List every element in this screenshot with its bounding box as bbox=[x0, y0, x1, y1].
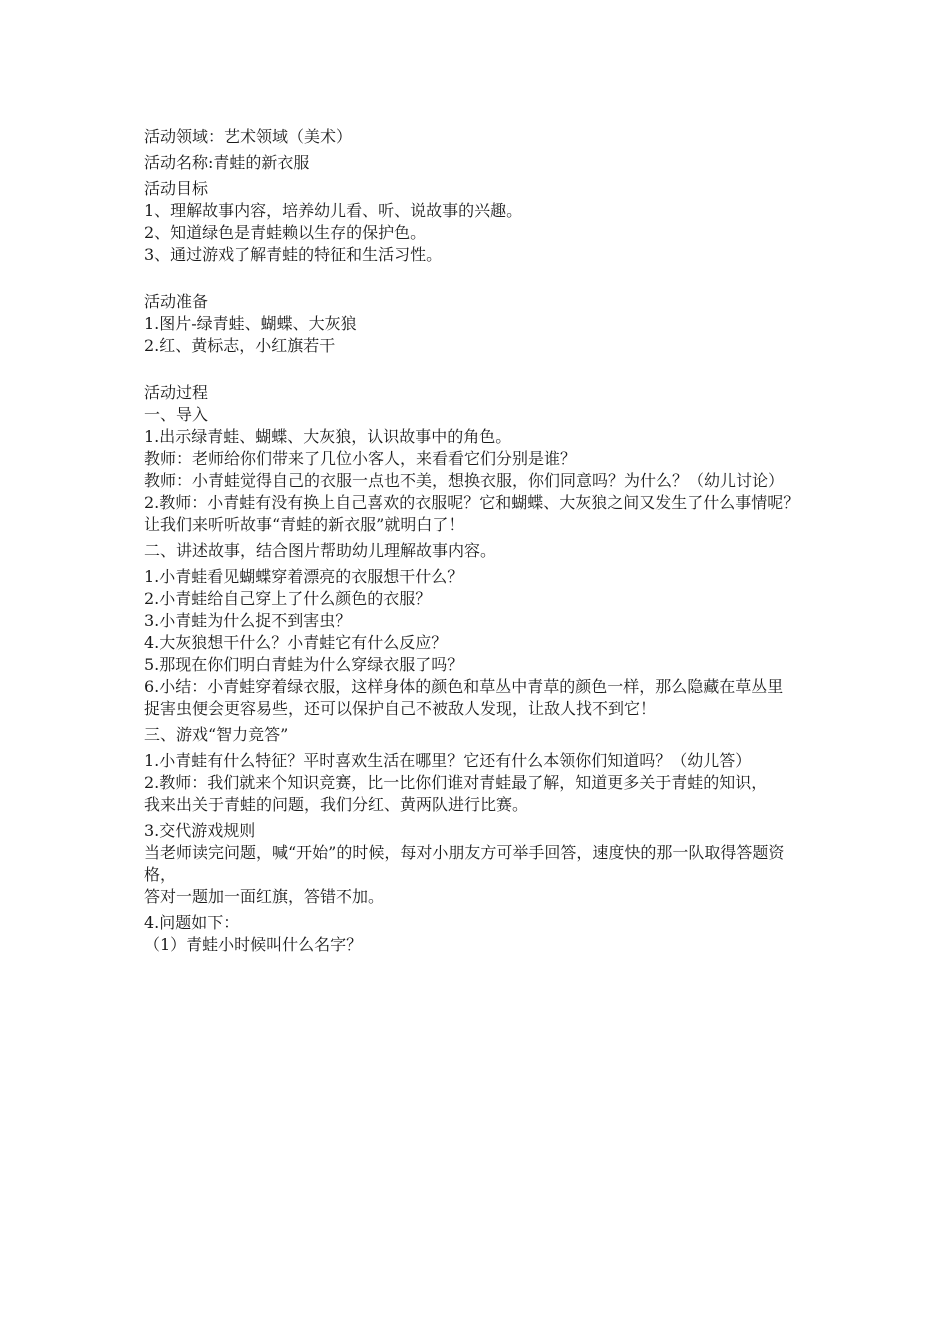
prep-item: 2.红、黄标志，小红旗若干 bbox=[144, 336, 336, 355]
goal-item: 2、知道绿色是青蛙赖以生存的保护色。 bbox=[144, 223, 427, 242]
section-3-line: 1.小青蛙有什么特征？平时喜欢生活在哪里？它还有什么本领你们知道吗？（幼儿答） bbox=[144, 751, 752, 770]
section-2-heading: 二、讲述故事，结合图片帮助幼儿理解故事内容。 bbox=[144, 541, 497, 560]
section-3-line: 2.教师：我们就来个知识竞赛，比一比你们谁对青蛙最了解，知道更多关于青蛙的知识， bbox=[144, 773, 768, 792]
spacer bbox=[144, 266, 804, 288]
goal-item: 1、理解故事内容，培养幼儿看、听、说故事的兴趣。 bbox=[144, 201, 523, 220]
section-2-line: 6.小结：小青蛙穿着绿衣服，这样身体的颜色和草丛中青草的颜色一样，那么隐藏在草丛里 bbox=[144, 677, 784, 696]
section-1-line: 2.教师：小青蛙有没有换上自己喜欢的衣服呢？它和蝴蝶、大灰狼之间又发生了什么事情呢？ bbox=[144, 493, 800, 512]
section-1-line: 教师：老师给你们带来了几位小客人，来看看它们分别是谁？ bbox=[144, 449, 577, 468]
section-1-heading: 一、导入 bbox=[144, 405, 209, 424]
spacer bbox=[144, 357, 804, 379]
section-2-line: 4.大灰狼想干什么？小青蛙它有什么反应？ bbox=[144, 633, 448, 652]
section-1-line: 教师：小青蛙觉得自己的衣服一点也不美，想换衣服，你们同意吗？为什么？（幼儿讨论） bbox=[144, 471, 785, 490]
section-2-line: 捉害虫便会更容易些，还可以保护自己不被敌人发现，让敌人找不到它！ bbox=[144, 699, 657, 718]
section-3-heading: 三、游戏“智力竞答” bbox=[144, 725, 289, 744]
prep-item: 1.图片-绿青蛙、蝴蝶、大灰狼 bbox=[144, 314, 357, 333]
section-1-line: 1.出示绿青蛙、蝴蝶、大灰狼，认识故事中的角色。 bbox=[144, 427, 512, 446]
document-body bbox=[144, 126, 804, 956]
section-2-line: 1.小青蛙看见蝴蝶穿着漂亮的衣服想干什么？ bbox=[144, 567, 464, 586]
rules-line: 答对一题加一面红旗，答错不加。 bbox=[144, 887, 385, 906]
process-heading: 活动过程 bbox=[144, 383, 209, 402]
section-1-line: 让我们来听听故事“青蛙的新衣服”就明白了！ bbox=[144, 515, 465, 534]
rules-line: 当老师读完问题，喊“开始”的时候，每对小朋友方可举手回答，速度快的那一队取得答题资格， bbox=[144, 843, 785, 884]
rules-heading: 3.交代游戏规则 bbox=[144, 821, 256, 840]
section-2-line: 3.小青蛙为什么捉不到害虫？ bbox=[144, 611, 352, 630]
activity-domain: 活动领域：艺术领域（美术） bbox=[144, 127, 353, 146]
activity-name: 活动名称:青蛙的新衣服 bbox=[144, 153, 310, 172]
goal-item: 3、通过游戏了解青蛙的特征和生活习性。 bbox=[144, 245, 443, 264]
section-3-line: 我来出关于青蛙的问题，我们分红、黄两队进行比赛。 bbox=[144, 795, 529, 814]
question-item: （1）青蛙小时候叫什么名字？ bbox=[144, 935, 363, 954]
prep-heading: 活动准备 bbox=[144, 292, 209, 311]
questions-heading: 4.问题如下： bbox=[144, 913, 240, 932]
section-2-line: 2.小青蛙给自己穿上了什么颜色的衣服？ bbox=[144, 589, 432, 608]
goals-heading: 活动目标 bbox=[144, 179, 209, 198]
section-2-line: 5.那现在你们明白青蛙为什么穿绿衣服了吗？ bbox=[144, 655, 464, 674]
